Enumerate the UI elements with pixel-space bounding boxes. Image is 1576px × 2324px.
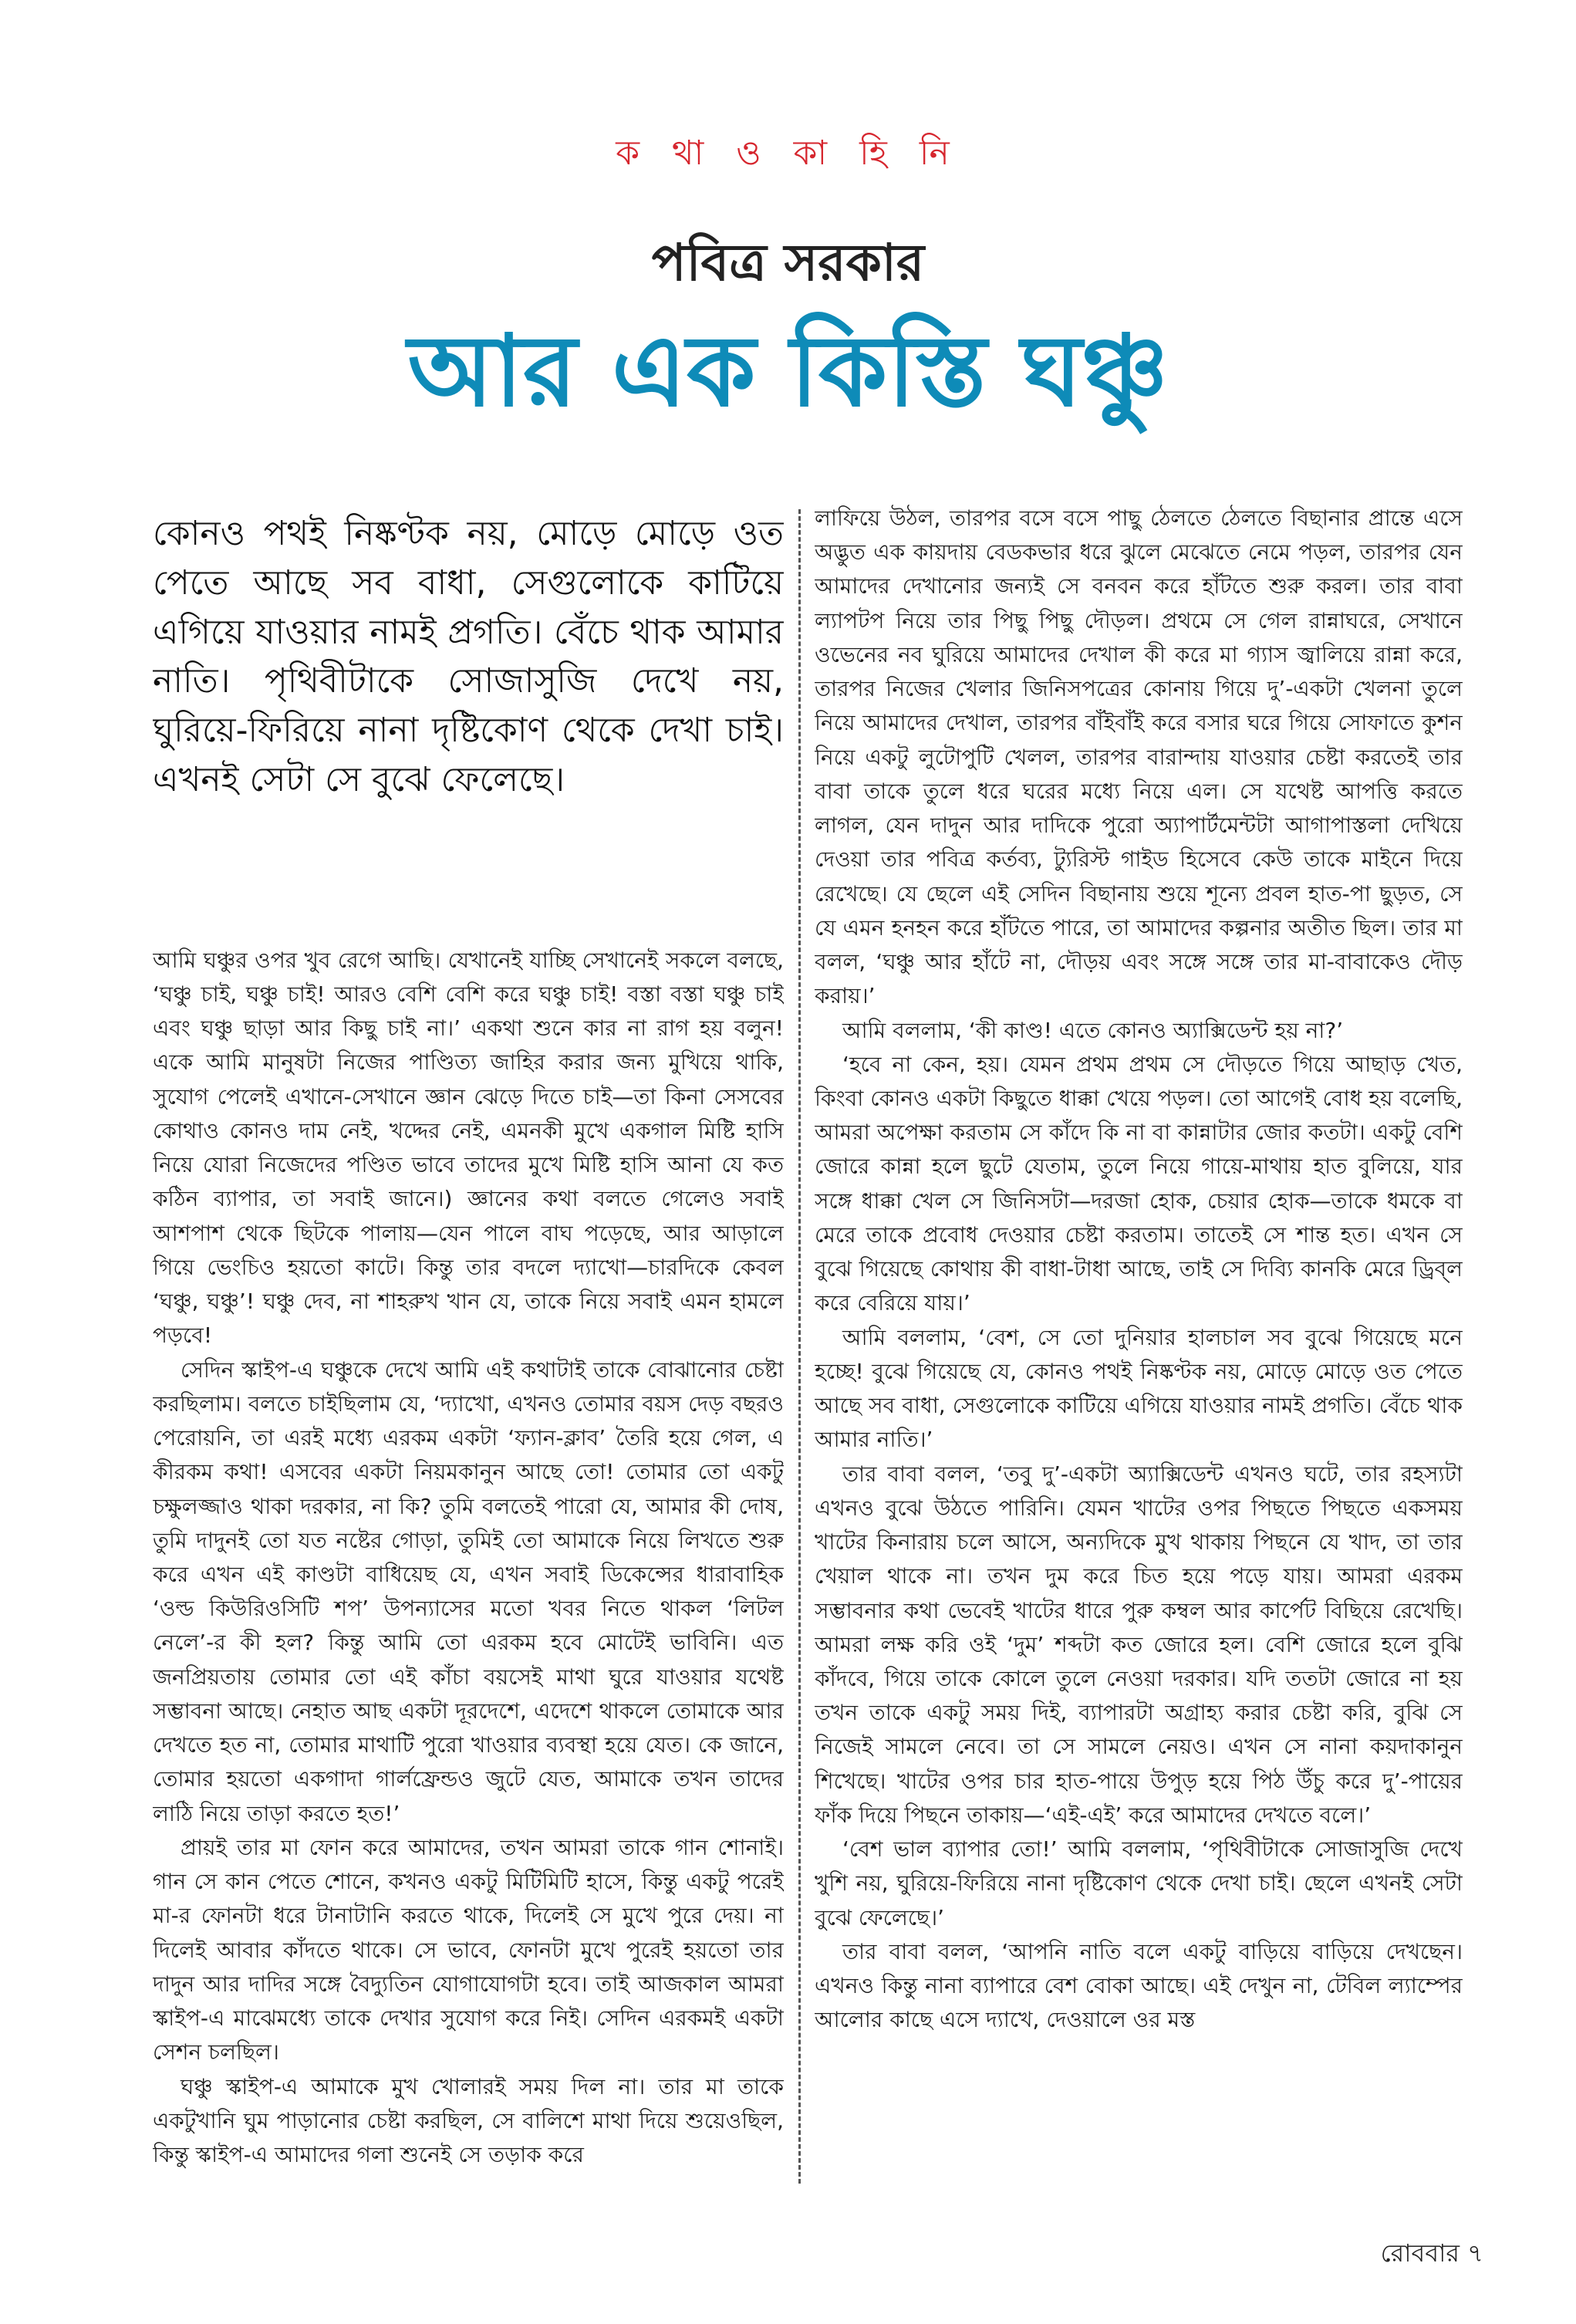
pull-quote: কোনও পথই নিষ্কণ্টক নয়, মোড়ে মোড়ে ওত পেতে আছে সব বাধা, সেগুলোকে কাটিয়ে এগিয়ে যাওয়ার নামই প্রগতি। বেঁচে থাক আমার নাতি। পৃথিবীটাকে সোজাসুজি দেখে নয়, ঘুরিয়ে-ফিরিয়ে নানা দৃষ্টিকোণ থেকে দেখা চাই। এখনই সেটা সে বুঝে ফেলেছে।: [153, 514, 784, 799]
right-column: [815, 502, 1463, 2199]
paragraph: ‘হবে না কেন, হয়। যেমন প্রথম প্রথম সে দৌড়তে গিয়ে আছাড় খেত, কিংবা কোনও একটা কিছুতে ধাক্কা খেয়ে পড়ল। তো আগেই বোধ হয় বলেছি, আমরা অপেক্ষা করতাম সে কাঁদে কি না বা কান্নাটার জোর কতটা। একটু বেশি জোরে কান্না হলে ছুটে যেতাম, তুলে নিয়ে গায়ে-মাথায় হাত বুলিয়ে, যার সঙ্গে ধাক্কা খেল সে জিনিসটা—দরজা হোক, চেয়ার হোক—তাকে ধমকে বা মেরে তাকে প্রবোধ দেওয়ার চেষ্টা করতাম। তাতেই সে শান্ত হত। এখন সে বুঝে গিয়েছে কোথায় কী বাধা-টাধা আছে, তাই সে দিব্যি কানকি মেরে ড্রিব্‌ল করে বেরিয়ে যায়।’: [815, 1051, 1463, 1316]
paragraph: আমি ঘঞ্চুর ওপর খুব রেগে আছি। যেখানেই যাচ্ছি সেখানেই সকলে বলছে, ‘ঘঞ্চু চাই, ঘঞ্চু চাই! আরও বেশি বেশি করে ঘঞ্চু চাই! বস্তা বস্তা ঘঞ্চু চাই এবং ঘঞ্চু ছাড়া আর কিছু চাই না।’ একথা শুনে কার না রাগ হয় বলুন! একে আমি মানুষটা নিজের পাণ্ডিত্য জাহির করার জন্য মুখিয়ে থাকি, সুযোগ পেলেই এখানে-সেখানে জ্ঞান ঝেড়ে দিতে চাই—তা কিনা সেসবের কোথাও কোনও দাম নেই, খদ্দের নেই, এমনকী মুখে একগাল মিষ্টি হাসি নিয়ে যোরা নিজেদের পণ্ডিত ভাবে তাদের মুখে মিষ্টি হাসি আনা যে কত কঠিন ব্যাপার, তা সবাই জানে।) জ্ঞানের কথা বলতে গেলেও সবাই আশপাশ থেকে ছিটকে পালায়—যেন পালে বাঘ পড়েছে, আর আড়ালে গিয়ে ভেংচিও হয়তো কাটে। কিন্তু তার বদলে দ্যাখো—চারদিকে কেবল ‘ঘঞ্চু, ঘঞ্চু’! ঘঞ্চু দেব, না শাহরুখ খান যে, তাকে নিয়ে সবাই এমন হামলে পড়বে!: [153, 947, 784, 1349]
paragraph: সেদিন স্কাইপ-এ ঘঞ্চুকে দেখে আমি এই কথাটাই তাকে বোঝানোর চেষ্টা করছিলাম। বলতে চাইছিলাম যে, ‘দ্যাখো, এখনও তোমার বয়স দেড় বছরও পেরোয়নি, তা এরই মধ্যে এরকম একটা ‘ফ্যান-ক্লাব’ তৈরি হয়ে গেল, এ কীরকম কথা! এসবের একটা নিয়মকানুন আছে তো! তোমার তো একটু চক্ষুলজ্জাও থাকা দরকার, না কি? তুমি বলতেই পারো যে, আমার কী দোষ, তুমি দাদুনই তো যত নষ্টের গোড়া, তুমিই তো আমাকে নিয়ে লিখতে শুরু করে এখন এই কাণ্ডটা বাধিয়েছ যে, এখন সবাই ডিকেন্সের ধারাবাহিক ‘ওল্ড কিউরিওসিটি শপ’ উপন্যাসের মতো খবর নিতে থাকল ‘লিটল নেলে’-র কী হল? কিন্তু আমি তো এরকম হবে মোটেই ভাবিনি। এত জনপ্রিয়তায় তোমার তো এই কাঁচা বয়সেই মাথা ঘুরে যাওয়ার যথেষ্ট সম্ভাবনা আছে। নেহাত আছ একটা দূরদেশে, এদেশে থাকলে তোমাকে আর দেখতে হত না, তোমার মাথাটি পুরো খাওয়ার ব্যবস্থা হয়ে যেত। কে জানে, তোমার হয়তো একগাদা গার্লফ্রেন্ডও জুটে যেত, আমাকে তখন তাদের লাঠি নিয়ে তাড়া করতে হত!’: [153, 1356, 784, 1826]
author-name: পবিত্র সরকার: [651, 233, 925, 292]
page-folio: রোববার ৭: [1380, 2238, 1483, 2268]
left-column-body: [153, 944, 784, 2172]
story-headline: আর এক কিস্তি ঘঞ্চু: [407, 314, 1169, 429]
paragraph: আমি বললাম, ‘কী কাণ্ড! এতে কোনও অ্যাক্সিডেন্ট হয় না?’: [842, 1017, 1344, 1043]
paragraph: ‘বেশ ভাল ব্যাপার তো!’ আমি বললাম, ‘পৃথিবীটাকে সোজাসুজি দেখে খুশি নয়, ঘুরিয়ে-ফিরিয়ে নানা দৃষ্টিকোণ থেকে দেখা চাই। ছেলে এখনই সেটা বুঝে ফেলেছে।’: [815, 1836, 1463, 1930]
paragraph: লাফিয়ে উঠল, তারপর বসে বসে পাছু ঠেলতে ঠেলতে বিছানার প্রান্তে এসে অদ্ভুত এক কায়দায় বেডকভার ধরে ঝুলে মেঝেতে নেমে পড়ল, তারপর যেন আমাদের দেখানোর জন্যই সে বনবন করে হাঁটতে শুরু করল। তার বাবা ল্যাপটপ নিয়ে তার পিছু পিছু দৌড়ল। প্রথমে সে গেল রান্নাঘরে, সেখানে ওভেনের নব ঘুরিয়ে আমাদের দেখাল কী করে মা গ্যাস জ্বালিয়ে রান্না করে, তারপর নিজের খেলার জিনিসপত্রের কোনায় গিয়ে দু’-একটা খেলনা তুলে নিয়ে আমাদের দেখাল, তারপর বাঁইবাঁই করে বসার ঘরে গিয়ে সোফাতে কুশন নিয়ে একটু লুটোপুটি খেলল, তারপর বারান্দায় যাওয়ার চেষ্টা করতেই তার বাবা তাকে তুলে ধরে ঘরের মধ্যে নিয়ে এল। সে যথেষ্ট আপত্তি করতে লাগল, যেন দাদুন আর দাদিকে পুরো অ্যাপার্টমেন্টটা আগাপাস্তলা দেখিয়ে দেওয়া তার পবিত্র কর্তব্য, ট্যুরিস্ট গাইড হিসেবে কেউ তাকে মাইনে দিয়ে রেখেছে। যে ছেলে এই সেদিন বিছানায় শুয়ে শূন্যে প্রবল হাত-পা ছুড়ত, সে যে এমন হনহন করে হাঁটতে পারে, তা আমাদের কল্পনার অতীত ছিল। তার মা বলল, ‘ঘঞ্চু আর হাঁটে না, দৌড়য় এবং সঙ্গে সঙ্গে তার মা-বাবাকেও দৌড় করায়।’: [815, 505, 1463, 1009]
column-divider: [798, 509, 801, 2184]
section-tag: ক থা ও কা হি নি: [616, 133, 960, 173]
paragraph: আমি বললাম, ‘বেশ, সে তো দুনিয়ার হালচাল সব বুঝে গিয়েছে মনে হচ্ছে! বুঝে গিয়েছে যে, কোনও পথই নিষ্কণ্টক নয়, মোড়ে মোড়ে ওত পেতে আছে সব বাধা, সেগুলোকে কাটিয়ে এগিয়ে যাওয়ার নামই প্রগতি। বেঁচে থাক আমার নাতি।’: [815, 1324, 1463, 1453]
paragraph: প্রায়ই তার মা ফোন করে আমাদের, তখন আমরা তাকে গান শোনাই। গান সে কান পেতে শোনে, কখনও একটু মিটিমিটি হাসে, কিন্তু একটু পরেই মা-র ফোনটা ধরে টানাটানি করতে থাকে, দিলেই সে মুখে পুরে দেয়। না দিলেই আবার কাঁদতে থাকে। সে ভাবে, ফোনটা মুখে পুরেই হয়তো তার দাদুন আর দাদির সঙ্গে বৈদ্যুতিন যোগাযোগটা হবে। তাই আজকাল আমরা স্কাইপ-এ মাঝেমধ্যে তাকে দেখার সুযোগ করে নিই। সেদিন এরকমই একটা সেশন চলছিল।: [153, 1834, 784, 2066]
paragraph: ঘঞ্চু স্কাইপ-এ আমাকে মুখ খোলারই সময় দিল না। তার মা তাকে একটুখানি ঘুম পাড়ানোর চেষ্টা করছিল, সে বালিশে মাথা দিয়ে শুয়েওছিল, কিন্তু স্কাইপ-এ আমাদের গলা শুনেই সে তড়াক করে: [153, 2073, 784, 2167]
paragraph: তার বাবা বলল, ‘তবু দু’-একটা অ্যাক্সিডেন্ট এখনও ঘটে, তার রহস্যটা এখনও বুঝে উঠতে পারিনি। যেমন খাটের ওপর পিছতে পিছতে একসময় খাটের কিনারায় চলে আসে, অন্যদিকে মুখ থাকায় পিছনে যে খাদ, তা তার খেয়াল থাকে না। তখন দুম করে চিত হয়ে পড়ে যায়। আমরা এরকম সম্ভাবনার কথা ভেবেই খাটের ধারে পুরু কম্বল আর কার্পেট বিছিয়ে রেখেছি। আমরা লক্ষ করি ওই ‘দুম’ শব্দটা কত জোরে হল। বেশি জোরে হলে বুঝি কাঁদবে, গিয়ে তাকে কোলে তুলে নেওয়া দরকার। যদি ততটা জোরে না হয় তখন তাকে একটু সময় দিই, ব্যাপারটা অগ্রাহ্য করার চেষ্টা করি, বুঝি সে নিজেই সামলে নেবে। তা সে সামলে নেয়ও। এখন সে নানা কয়দাকানুন শিখেছে। খাটের ওপর চার হাত-পায়ে উপুড় হয়ে পিঠ উঁচু করে দু’-পায়ের ফাঁক দিয়ে পিছনে তাকায়—‘এই-এই’ করে আমাদের দেখতে বলে।’: [815, 1461, 1463, 1828]
right-column-body: [815, 502, 1463, 2038]
left-column: [153, 502, 784, 2199]
paragraph: তার বাবা বলল, ‘আপনি নাতি বলে একটু বাড়িয়ে বাড়িয়ে দেখছেন। এখনও কিন্তু নানা ব্যাপারে বেশ বোকা আছে। এই দেখুন না, টেবিল ল্যাম্পের আলোর কাছে এসে দ্যাখে, দেওয়ালে ওর মস্ত: [815, 1938, 1463, 2033]
